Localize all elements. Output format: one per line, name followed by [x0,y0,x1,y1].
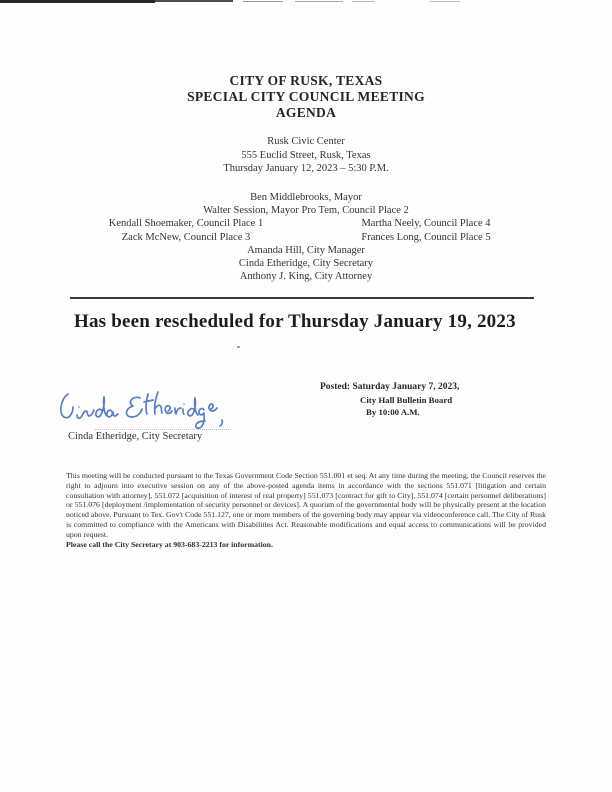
scan-artifact-line [155,0,233,2]
officials-row [66,217,546,230]
official-city-manager: Amanda Hill, City Manager [247,244,365,256]
officials-row [66,231,546,244]
scan-artifact-line [352,1,374,2]
official-city-secretary: Cinda Etheridge, City Secretary [238,258,374,270]
venue-block [66,135,546,176]
venue-name: Rusk Civic Center [267,136,345,147]
title-line-city: CITY OF RUSK, TEXAS [229,73,383,88]
official-city-attorney: Anthony J. King, City Attorney [239,271,373,283]
official-mayor: Ben Middlebrooks, Mayor [250,192,362,203]
officials-roster [66,191,546,283]
scan-artifact-line [243,1,283,2]
contact-line: Please call the City Secretary at 903-683-2213 for information. [66,539,273,549]
horizontal-divider [70,297,534,299]
posted-date-line: Posted: Saturday January 7, 2023, [320,382,460,392]
legal-paragraph: This meeting will be conducted pursuant to the Texas Government Code Section 551.001 et seq. At any time during the meeting, the Council reserves the right to adjourn into executive session on any of the above-posted agenda items in accordance with the sections 551.071 [litigation and certain consultation with attorney], 551.072 [acquisition of interest of real property] 551.073 [contract for gift to City], 551.074 [certain personnel deliberations] or 551.076 [deployment /implementation of security personnel or devices]. A quorum of the governmental body will be physically present at the location noticed above. Pursuant to Tex. Gov't Code 551.127, one or more members of the governing body may appear via videoconference call. The City of Rusk is committed to compliance with the Americans with Disabilities Act. Reasonable modifications and equal access to communications will be provided upon request. [66,471,546,539]
scan-speck [237,346,240,348]
scan-artifact-line [0,0,155,3]
posted-block [320,381,500,419]
official-mayor-pro-tem: Walter Session, Mayor Pro Tem, Council Place 2 [203,205,409,217]
legal-notice [66,471,546,549]
reschedule-headline: Has been rescheduled for Thursday January 19, 2023 [74,311,516,332]
official-place-4: Martha Neely, Council Place 4 [361,218,491,230]
scan-artifact-line [295,1,343,2]
posted-location-line: City Hall Bulletin Board [360,394,453,405]
scan-artifact-line [430,1,460,2]
title-line-agenda: AGENDA [275,105,337,120]
official-place-1: Kendall Shoemaker, Council Place 1 [108,218,264,230]
official-place-3: Zack McNew, Council Place 3 [121,231,251,243]
document-title [66,73,546,121]
title-line-meeting: SPECIAL CITY COUNCIL MEETING [187,89,425,104]
venue-address: 555 Euclid Street, Rusk, Texas [241,149,371,161]
signature-dotted-line [95,429,231,430]
official-place-5: Frances Long, Council Place 5 [361,231,491,243]
signature-typed-name: Cinda Etheridge, City Secretary [68,431,203,442]
meeting-datetime: Thursday January 12, 2023 – 5:30 P.M. [223,163,389,174]
posted-time-line: By 10:00 A.M. [366,407,420,417]
